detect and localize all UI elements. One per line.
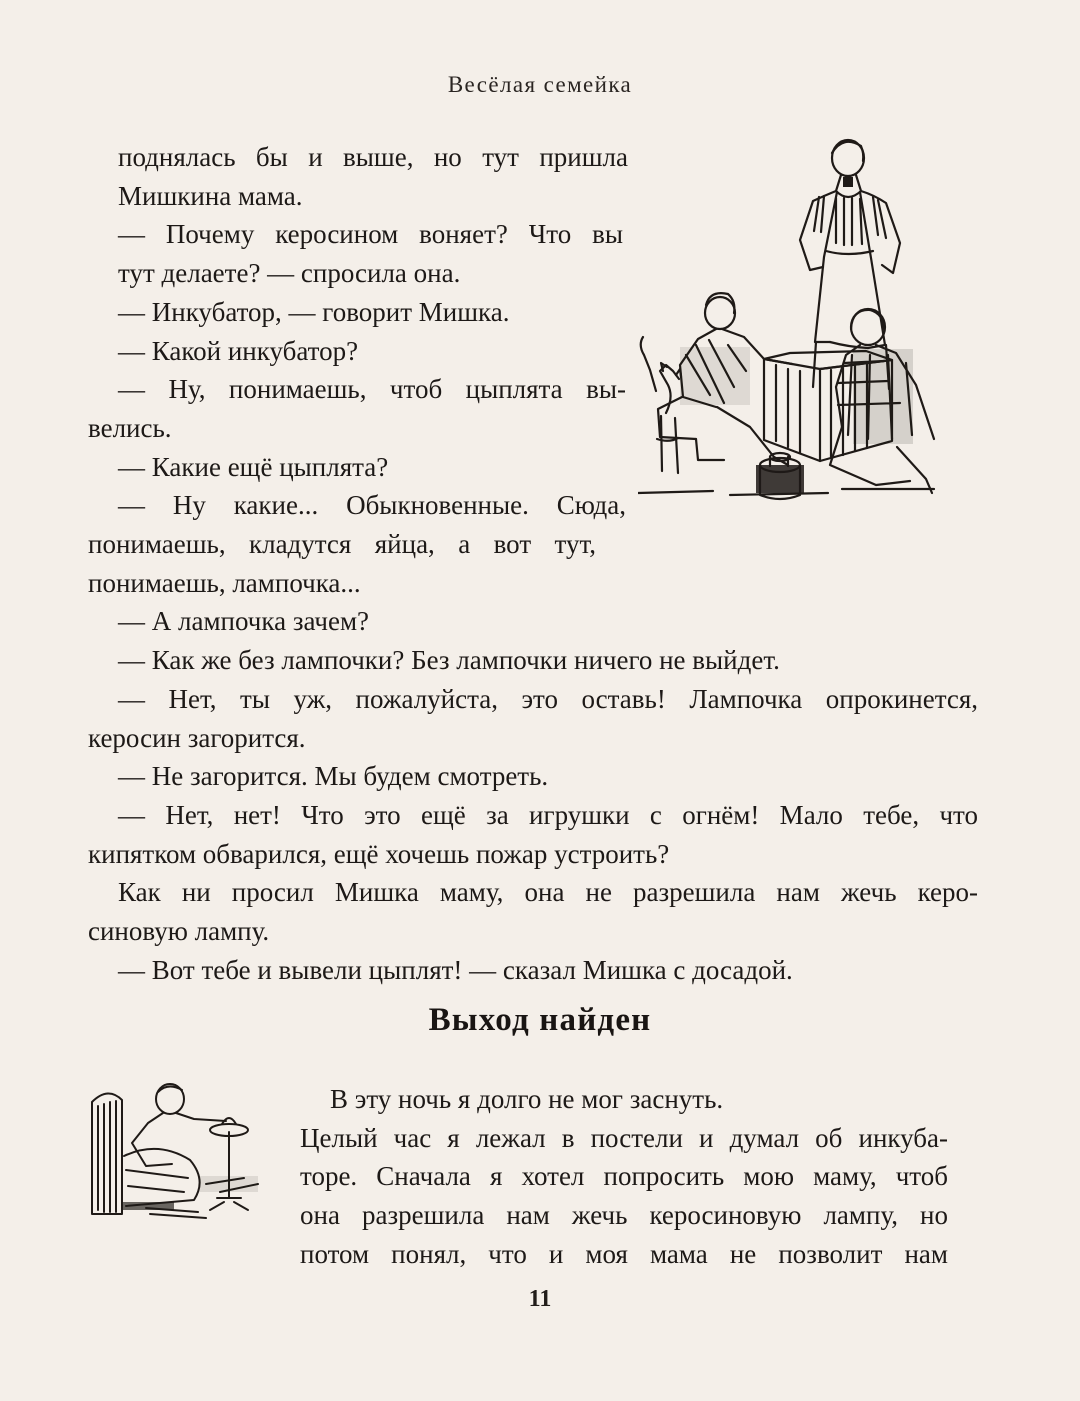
text-line: Мишкина мама. (118, 180, 303, 211)
section-title: Выход найден (428, 1002, 652, 1038)
text-line: — Почему керосином воняет? Что вы (118, 219, 623, 250)
text-line: — Ну какие... Обыкновенные. Сюда, (118, 490, 626, 521)
text-line: синовую лампу. (88, 916, 270, 947)
text-line: В эту ночь я долго не мог заснуть. (330, 1084, 724, 1114)
text-line: кипятком обварился, ещё хочешь пожар устроить? (88, 838, 670, 869)
text-line: — Инкубатор, — говорит Мишка. (118, 296, 510, 327)
text-line: Целый час я лежал в постели и думал об инкуба- (300, 1122, 948, 1153)
text-line: — Как же без лампочки? Без лампочки ничего не выйдет. (118, 645, 780, 676)
text-line: — Вот тебе и вывели цыплят! — сказал Мишка с досадой. (118, 954, 793, 985)
running-head: Весёлая семейка (447, 72, 633, 97)
text-line: потом понял, что и моя мама не позволит нам (300, 1238, 948, 1269)
text-line: — Ну, понимаешь, чтоб цыплята вы- (118, 374, 626, 405)
text-line: — А лампочка зачем? (118, 606, 370, 637)
family-incubator-illustration (638, 135, 940, 505)
text-line: керосин загорится. (88, 722, 306, 753)
text-line: она разрешила нам жечь керосиновую лампу, но (300, 1200, 948, 1231)
page-number: 11 (528, 1286, 552, 1312)
text-line: — Нет, ты уж, пожалуйста, это оставь! Лампочка опрокинется, (118, 683, 978, 714)
text-line: тут делаете? — спросила она. (118, 258, 461, 289)
text-line: — Не загорится. Мы будем смотреть. (118, 761, 549, 792)
text-line: понимаешь, кладутся яйца, а вот тут, (88, 529, 596, 560)
boy-in-bed-drawing (88, 1082, 278, 1222)
text-line: поднялась бы и выше, но тут пришла (118, 142, 628, 172)
text-line: Как ни просил Мишка маму, она не разрешила нам жечь керо- (118, 877, 978, 908)
text-line: велись. (88, 412, 172, 443)
text-line: торе. Сначала я хотел попросить мою маму, чтоб (300, 1161, 948, 1192)
woman-boys-cat-drawing (638, 135, 940, 505)
text-line: понимаешь, лампочка... (88, 567, 361, 598)
text-line: — Какие ещё цыплята? (118, 451, 389, 482)
text-line: — Какой инкубатор? (118, 335, 359, 366)
section-text-block (300, 1080, 948, 1274)
text-line: — Нет, нет! Что это ещё за игрушки с огнём! Мало тебе, что (118, 799, 978, 830)
boy-in-bed-illustration (88, 1082, 278, 1222)
